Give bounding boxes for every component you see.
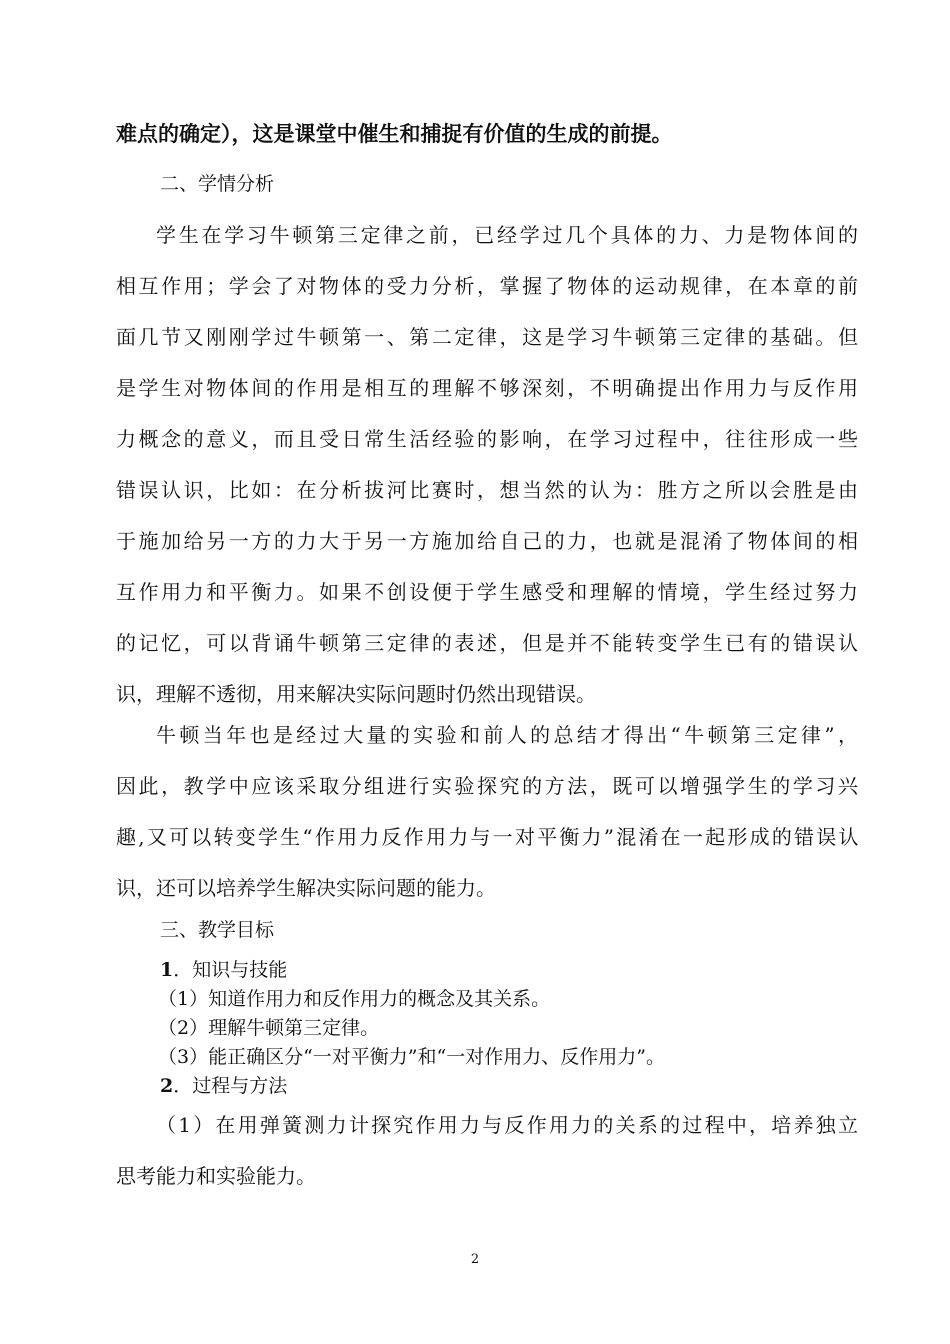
section-heading-teaching-goals xyxy=(160,916,274,944)
subheading-knowledge-skills xyxy=(160,956,287,985)
paragraph-line: 力概念的意义，而且受日常生活经验的影响，在学习过程中，往往形成一些 xyxy=(116,427,858,451)
paragraph-line: 的记忆，可以背诵牛顿第三定律的表述，但是并不能转变学生已有的错误认 xyxy=(116,631,858,655)
paragraph-line: 相互作用；学会了对物体的受力分析，掌握了物体的运动规律，在本章的前 xyxy=(116,274,858,298)
paragraph-line: 于施加给另一方的力大于另一方施加给自己的力，也就是混淆了物体间的相 xyxy=(116,529,858,553)
goal-item: （1）知道作用力和反作用力的概念及其关系。 xyxy=(158,988,551,1010)
paragraph-line: 牛顿当年也是经过大量的实验和前人的总结才得出“牛顿第三定律”， xyxy=(156,723,858,747)
paragraph-line: 因此，教学中应该采取分组进行实验探究的方法，既可以增强学生的学习兴 xyxy=(116,774,858,798)
paragraph-process-method xyxy=(116,1100,858,1202)
paragraph-line: 趣,又可以转变学生“作用力反作用力与一对平衡力”混淆在一起形成的错误认 xyxy=(116,825,858,849)
paragraph-line: 是学生对物体间的作用是相互的理解不够深刻，不明确提出作用力与反作用 xyxy=(116,376,858,400)
paragraph-line: 识，还可以培养学生解决实际问题的能力。 xyxy=(116,876,496,900)
page-number: 2 xyxy=(470,1252,480,1267)
section-heading-text: 三、教学目标 xyxy=(160,919,275,941)
paragraph-line: 思考能力和实验能力。 xyxy=(116,1164,316,1188)
subheading-number: 1 xyxy=(160,959,174,981)
paragraph-line: 识，理解不透彻，用来解决实际问题时仍然出现错误。 xyxy=(116,682,596,706)
goals-list xyxy=(160,956,287,985)
paragraph-line: 互作用力和平衡力。如果不创设便于学生感受和理解的情境，学生经过努力 xyxy=(116,580,858,604)
paragraph-line: 面几节又刚刚学过牛顿第一、第二定律，这是学习牛顿第三定律的基础。但 xyxy=(116,325,858,349)
knowledge-items xyxy=(158,985,665,1072)
subheading-title: ．过程与方法 xyxy=(173,1075,288,1097)
continued-text-line: 难点的确定），这是课堂中催生和捕捉有价值的生成的前提。 xyxy=(116,122,673,146)
process-method-heading xyxy=(160,1072,287,1101)
paragraph-experiment-method xyxy=(116,710,858,914)
paragraph-line: 错误认识，比如：在分析拔河比赛时，想当然的认为：胜方之所以会胜是由 xyxy=(116,478,858,502)
paragraph-line: 学生在学习牛顿第三定律之前，已经学过几个具体的力、力是物体间的 xyxy=(156,223,858,247)
goal-item: （3）能正确区分“一对平衡力”和“一对作用力、反作用力”。 xyxy=(158,1046,665,1068)
subheading-process-method xyxy=(160,1072,287,1101)
paragraph-line: （1）在用弹簧测力计探究作用力与反作用力的关系的过程中，培养独立 xyxy=(156,1113,858,1137)
section-heading-learning-analysis: 二、学情分析 xyxy=(160,173,275,195)
subheading-title: ．知识与技能 xyxy=(173,959,288,981)
goal-item: （2）理解牛顿第三定律。 xyxy=(158,1017,380,1039)
subheading-number: 2 xyxy=(160,1075,174,1097)
paragraph-learning-analysis xyxy=(116,210,858,720)
